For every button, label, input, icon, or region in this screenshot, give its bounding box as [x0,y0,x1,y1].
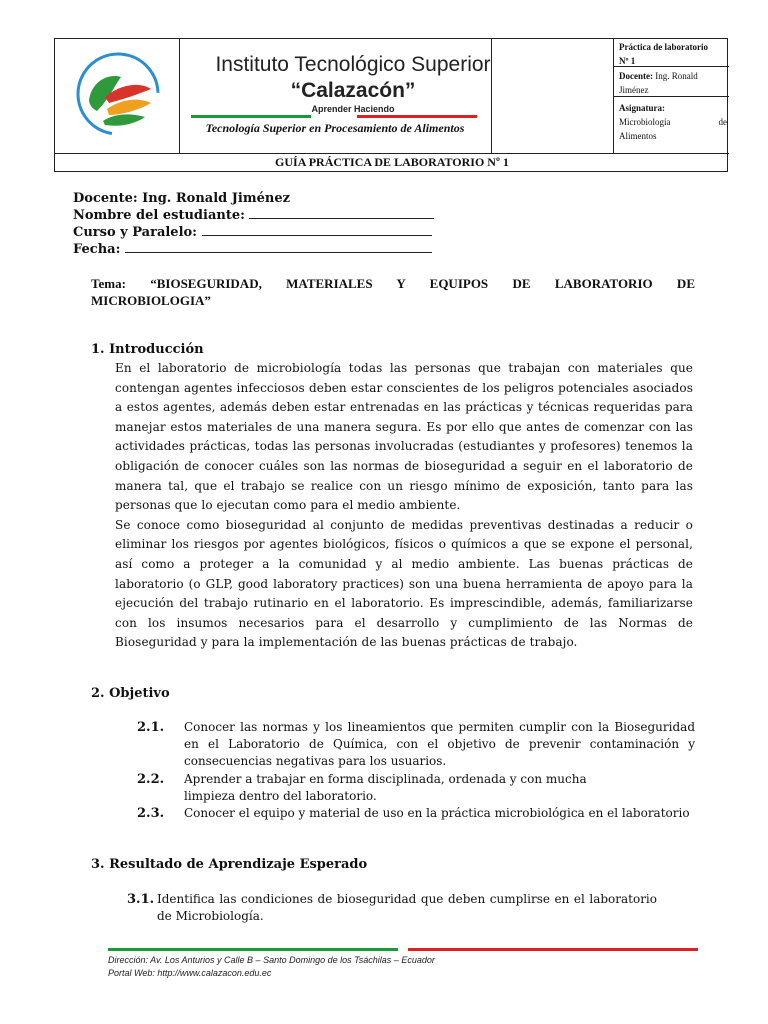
objective-text: Conocer el equipo y material de uso en la práctica microbiológica en el laboratorio [184,806,690,820]
divider [179,39,180,153]
motto: Aprender Haciendo [311,104,395,114]
institute-logo [75,51,161,137]
guide-title: GUÍA PRÁCTICA DE LABORATORIO Nº 1 [275,155,509,169]
topic-line-2: MICROBIOLOGIA” [91,293,211,308]
institute-name: Instituto Tecnológico Superior [215,53,491,76]
intro-body [115,359,693,653]
student-blank[interactable] [249,207,434,219]
topic-line-1: Tema: “BIOSEGURIDAD, MATERIALES Y EQUIPOS DE LABORATORIO DE [91,276,695,291]
date-label: Fecha: [73,242,121,257]
objective-text: Aprender a trabajar en forma disciplinada, ordenada y con mucha limpieza dentro del laboratorio. [184,772,587,803]
practice-cell [619,40,727,68]
objective-heading: 2. Objetivo [91,686,170,701]
practice-number: Nº 1 [619,56,636,66]
teacher-label: Docente: [619,71,653,81]
career-name: Tecnología Superior en Procesamiento de Alimentos [205,121,465,135]
student-label: Nombre del estudiante: [73,208,245,223]
teacher-value: Ing. Ronald [655,71,698,81]
subject-cell [619,101,727,143]
subject-value-2: Alimentos [619,131,657,141]
objective-number: 2.2. [137,772,165,787]
student-name-field[interactable] [73,207,434,224]
intro-heading: 1. Introducción [91,342,204,357]
date-field[interactable] [73,241,432,258]
institute-brand: “Calazacón” [290,79,416,102]
footer-tricolor-line [108,948,698,951]
intro-paragraph-1: En el laboratorio de microbiología todas las personas que trabajan con materiales que contengan agentes infecciosos deben estar conscientes de los peligros potenciales asociados a estos agentes, además deben estar entrenadas en las prácticas y técnicas requeridas para manejar estos materiales de una manera segura. Es por ello que antes de comenzar con las actividades prácticas, todas las personas involucradas (estudiantes y profesores) tenemos la obligación de conocer cuáles son las normas de bioseguridad a seguir en el laboratorio de manera tal, que el trabajo se realice con un riesgo mínimo de exposición, tanto para las personas que lo ejecutan como para el medio ambiente. [115,361,693,513]
tricolor-line [191,115,477,118]
practice-label: Práctica de laboratorio [619,42,708,52]
footer-address: Dirección: Av. Los Anturios y Calle B – Santo Domingo de los Tsáchilas – Ecuador [108,955,435,965]
subject-value: Microbiología de [619,117,727,127]
result-number: 3.1. [127,892,155,907]
subject-label: Asignatura: [619,103,666,113]
objective-text: Conocer las normas y los lineamientos que permiten cumplir con la Bioseguridad en el Laboratorio de Química, con el objetivo de prevenir contaminación y consecuencias negativas para los usuarios. [184,720,695,768]
objective-number: 2.1. [137,720,165,735]
header-table [54,38,728,172]
course-field[interactable] [73,224,432,241]
course-blank[interactable] [202,224,432,236]
footer-web-link[interactable]: Portal Web: http://www.calazacon.edu.ec [108,968,272,978]
result-text: Identifica las condiciones de bioseguridad que deben cumplirse en el laboratorio de Microbiología. [157,892,657,923]
teacher-text: Docente: Ing. Ronald Jiménez [73,191,290,206]
teacher-value-2: Jiménez [619,85,649,95]
intro-paragraph-2: Se conoce como bioseguridad al conjunto de medidas preventivas destinadas a reducir o eliminar los riesgos por agentes biológicos, físicos o químicos a que se expone el personal, así como a proteger a la comunidad y al medio ambiente. Las buenas prácticas de laboratorio (o GLP, good laboratory practices) son una buena herramienta de apoyo para la ejecución del trabajo rutinario en el laboratorio. Es imprescindible, además, familiarizarse con los insumos necesarios para el desarrollo y cumplimiento de las Normas de Bioseguridad y para la implementación de las buenas prácticas de trabajo. [115,517,693,650]
course-label: Curso y Paralelo: [73,225,197,240]
teacher-line [73,190,290,207]
objective-number: 2.3. [137,806,165,821]
teacher-cell [619,69,727,97]
date-blank[interactable] [125,241,432,253]
result-heading: 3. Resultado de Aprendizaje Esperado [91,857,368,872]
